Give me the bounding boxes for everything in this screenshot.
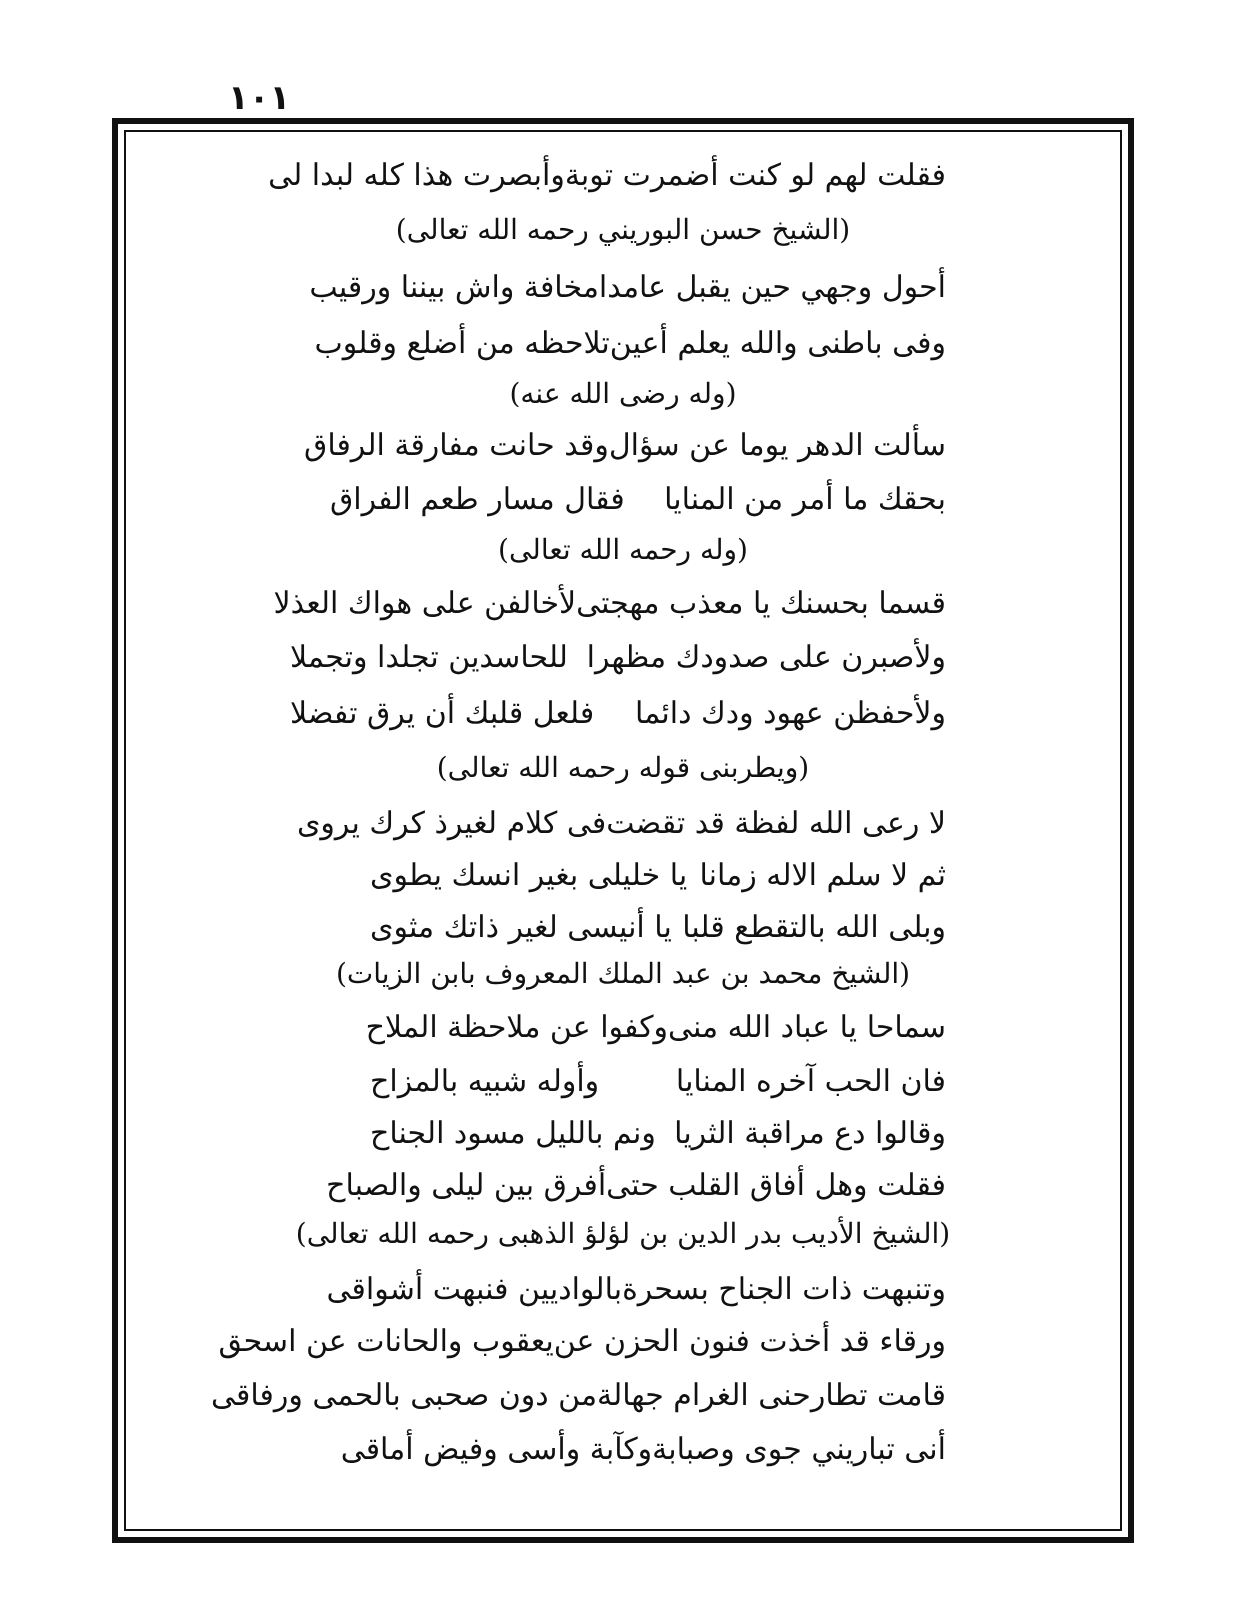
verse-second-hemistich: فلعل قلبك أن يرق تفضلا (290, 696, 595, 731)
verse-second-hemistich: تلاحظه من أضلع وقلوب (314, 326, 610, 361)
verse-line (150, 904, 1096, 952)
verse-first-hemistich: ثم لا سلم الاله زمانا (699, 858, 946, 893)
verse-first-hemistich: وفى باطنى والله يعلم أعين (609, 326, 946, 361)
verse-line (150, 476, 1096, 524)
verse-second-hemistich: يا أنيسى لغير ذاتك مثوى (370, 910, 672, 945)
section-heading: (وله رحمه الله تعالى) (498, 533, 748, 566)
verse-line (150, 580, 1096, 628)
verse-line (150, 264, 1096, 312)
section-heading: (ويطربنى قوله رحمه الله تعالى) (436, 751, 810, 784)
section-heading: (الشيخ حسن البوريني رحمه الله تعالى) (395, 213, 851, 246)
verse-second-hemistich: وأوله شبيه بالمزاح (370, 1064, 600, 1099)
verse-second-hemistich: من دون صحبى بالحمى ورفاقى (211, 1378, 598, 1413)
verse-line (150, 152, 1096, 200)
verse-first-hemistich: أحول وجهي حين يقبل عامدا (598, 270, 946, 305)
verse-second-hemistich: وأبصرت هذا كله لبدا لى (268, 158, 565, 193)
verse-line (150, 1372, 1096, 1420)
verse-line (150, 852, 1096, 900)
verse-first-hemistich: قسما بحسنك يا معذب مهجتى (576, 586, 946, 621)
verse-first-hemistich: لا رعى الله لفظة قد تقضت (606, 806, 946, 841)
verse-line (150, 1058, 1096, 1106)
verse-line (150, 690, 1096, 738)
verse-line (150, 422, 1096, 470)
verse-line (150, 1318, 1096, 1366)
verse-second-hemistich: فى كلام لغيرذ كرك يروى (296, 806, 607, 841)
verse-first-hemistich: أنى تباريني جوى وصبابة (652, 1432, 946, 1467)
verse-line (150, 1004, 1096, 1052)
verse-first-hemistich: وتنبهت ذات الجناح بسحرة (622, 1272, 946, 1307)
verse-first-hemistich: بحقك ما أمر من المنايا (664, 482, 946, 517)
verse-second-hemistich: مخافة واش بيننا ورقيب (309, 270, 599, 305)
verse-second-hemistich: وكآبة وأسى وفيض أماقى (340, 1432, 653, 1467)
verse-second-hemistich: يعقوب والحانات عن اسحق (218, 1324, 554, 1359)
verse-second-hemistich: فقال مسار طعم الفراق (330, 482, 625, 517)
verse-first-hemistich: فان الحب آخره المنايا (675, 1064, 946, 1099)
verse-first-hemistich: فقلت وهل أفاق القلب حتى (606, 1168, 946, 1203)
verse-first-hemistich: ورقاء قد أخذت فنون الحزن عن (553, 1324, 946, 1359)
verse-second-hemistich: بالواديين فنبهت أشواقى (326, 1272, 623, 1307)
verse-line (150, 1110, 1096, 1158)
section-heading: (وله رضى الله عنه) (509, 377, 737, 410)
verse-first-hemistich: فقلت لهم لو كنت أضمرت توبة (564, 158, 946, 193)
verse-first-hemistich: قامت تطارحنى الغرام جهالة (597, 1378, 946, 1413)
verse-line (150, 1426, 1096, 1474)
verse-second-hemistich: لأخالفن على هواك العذلا (273, 586, 577, 621)
verse-first-hemistich: سماحا يا عباد الله منى (667, 1010, 946, 1045)
verse-line (150, 1162, 1096, 1210)
verse-second-hemistich: وقد حانت مفارقة الرفاق (304, 428, 609, 463)
verse-second-hemistich: ونم بالليل مسود الجناح (370, 1116, 656, 1151)
poem-body (150, 140, 1096, 1520)
verse-second-hemistich: أفرق بين ليلى والصباح (326, 1168, 607, 1203)
page-number: ١٠١ (228, 78, 291, 118)
verse-first-hemistich: وبلى الله بالتقطع قلبا (682, 910, 946, 945)
verse-second-hemistich: وكفوا عن ملاحظة الملاح (365, 1010, 668, 1045)
section-heading: (الشيخ الأديب بدر الدين بن لؤلؤ الذهبى رحمه الله تعالى) (295, 1217, 951, 1250)
verse-line (150, 1266, 1096, 1314)
verse-line (150, 634, 1096, 682)
verse-line (150, 800, 1096, 848)
verse-second-hemistich: يا خليلى بغير انسك يطوى (370, 858, 688, 893)
verse-first-hemistich: ولأصبرن على صدودك مظهرا (586, 640, 946, 675)
verse-second-hemistich: للحاسدين تجلدا وتجملا (290, 640, 568, 675)
section-heading: (الشيخ محمد بن عبد الملك المعروف بابن الزيات) (335, 957, 911, 990)
verse-first-hemistich: وقالوا دع مراقبة الثريا (674, 1116, 946, 1151)
verse-first-hemistich: ولأحفظن عهود ودك دائما (634, 696, 946, 731)
verse-first-hemistich: سألت الدهر يوما عن سؤال (608, 428, 946, 463)
verse-line (150, 320, 1096, 368)
